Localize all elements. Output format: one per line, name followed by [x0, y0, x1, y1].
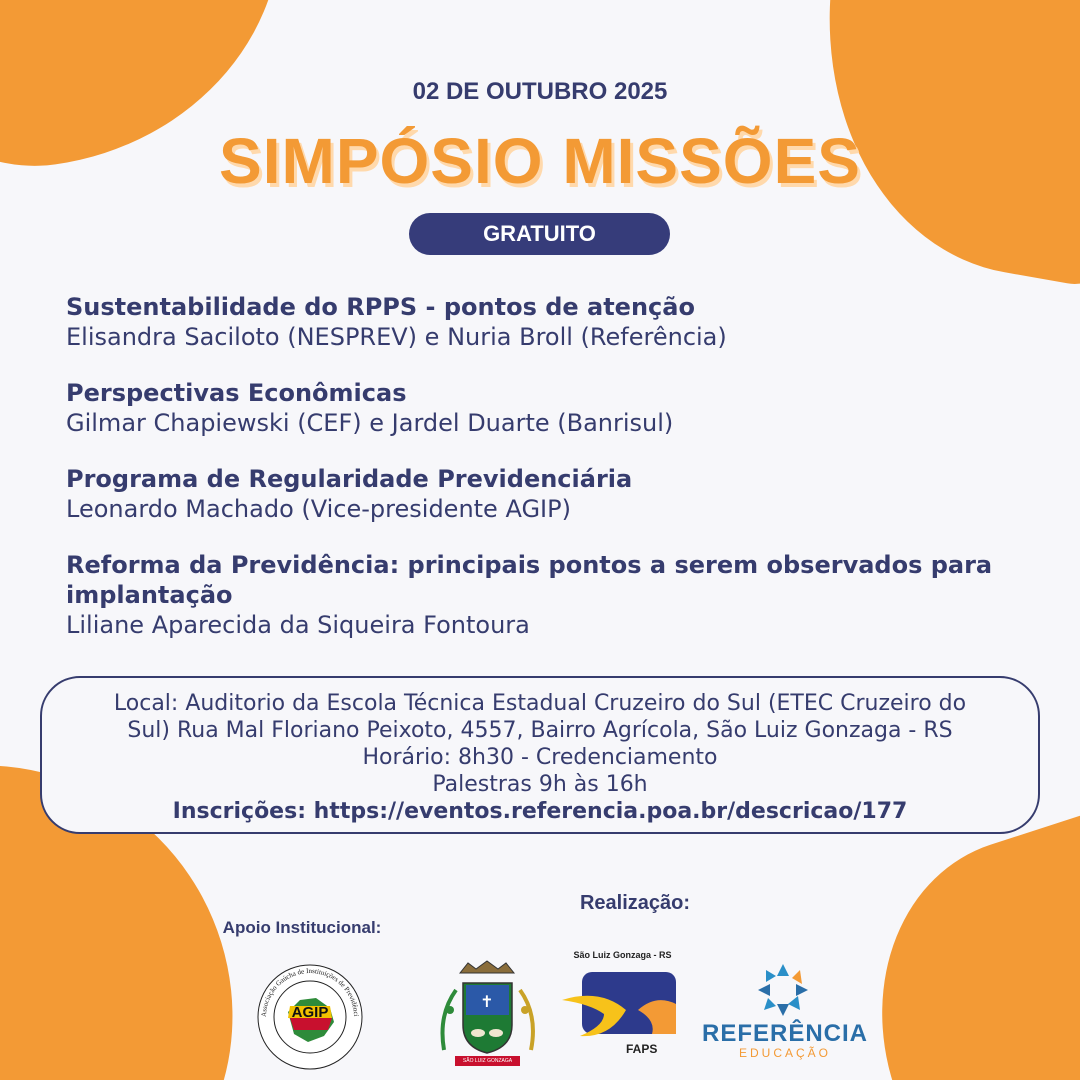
talk-title: Programa de Regularidade Previdenciária	[66, 465, 633, 493]
schedule-checkin: Horário: 8h30 - Credenciamento	[362, 745, 718, 770]
referencia-logo	[690, 960, 880, 1065]
registration-link[interactable]: Inscrições: https://eventos.referencia.poa.br/descricao/177	[172, 799, 908, 824]
sao-luiz-gonzaga-coat-of-arms	[430, 955, 545, 1070]
event-date: 02 DE OUTUBRO 2025	[412, 78, 668, 105]
agip-seal-icon	[250, 962, 370, 1072]
event-title: SIMPÓSIO MISSÕES	[219, 125, 861, 197]
talk-title: Sustentabilidade do RPPS - pontos de atenção	[66, 293, 695, 321]
free-badge: GRATUITO	[409, 213, 670, 255]
faps-location: São Luiz Gonzaga - RS	[573, 950, 672, 960]
talk-speakers: Leonardo Machado (Vice-presidente AGIP)	[66, 495, 571, 523]
faps-mark-icon	[560, 966, 685, 1044]
talk-item	[66, 378, 1026, 438]
event-info-box	[40, 676, 1040, 834]
talk-title: Reforma da Previdência: principais pontos a serem observados para implantação	[66, 551, 993, 609]
talk-speakers: Liliane Aparecida da Siqueira Fontoura	[66, 611, 530, 639]
coat-of-arms-label: SÃO LUIZ GONZAGA	[455, 1056, 520, 1066]
svg-text:Associação Gaúcha de Instituiç: Associação Gaúcha de Instituições de Previdênci	[259, 966, 361, 1018]
talks-list	[66, 292, 1026, 666]
support-heading: Apoio Institucional:	[222, 918, 382, 937]
venue-line-2: Sul) Rua Mal Floriano Peixoto, 4557, Bairro Agrícola, São Luiz Gonzaga - RS	[127, 718, 953, 743]
svg-text:✝: ✝	[480, 992, 494, 1011]
talk-item	[66, 464, 1026, 524]
faps-logo	[560, 950, 685, 1060]
talk-item	[66, 550, 1026, 640]
referencia-name: REFERÊNCIA	[701, 1020, 868, 1047]
coat-of-arms-icon	[430, 955, 545, 1070]
talk-speakers: Elisandra Saciloto (NESPREV) e Nuria Broll (Referência)	[66, 323, 727, 351]
organizers-heading: Realização:	[579, 892, 691, 914]
faps-name: FAPS	[626, 1042, 658, 1056]
talk-speakers: Gilmar Chapiewski (CEF) e Jardel Duarte (Banrisul)	[66, 409, 674, 437]
referencia-subtitle: EDUCAÇÃO	[738, 1046, 831, 1060]
svg-text:AGIP: AGIP	[291, 1004, 329, 1021]
referencia-mark-icon	[752, 960, 814, 1018]
schedule-talks: Palestras 9h às 16h	[432, 772, 648, 797]
talk-title: Perspectivas Econômicas	[66, 379, 407, 407]
talk-item	[66, 292, 1026, 352]
agip-logo	[250, 962, 370, 1072]
venue-line-1: Local: Auditorio da Escola Técnica Estadual Cruzeiro do Sul (ETEC Cruzeiro do	[113, 691, 967, 716]
